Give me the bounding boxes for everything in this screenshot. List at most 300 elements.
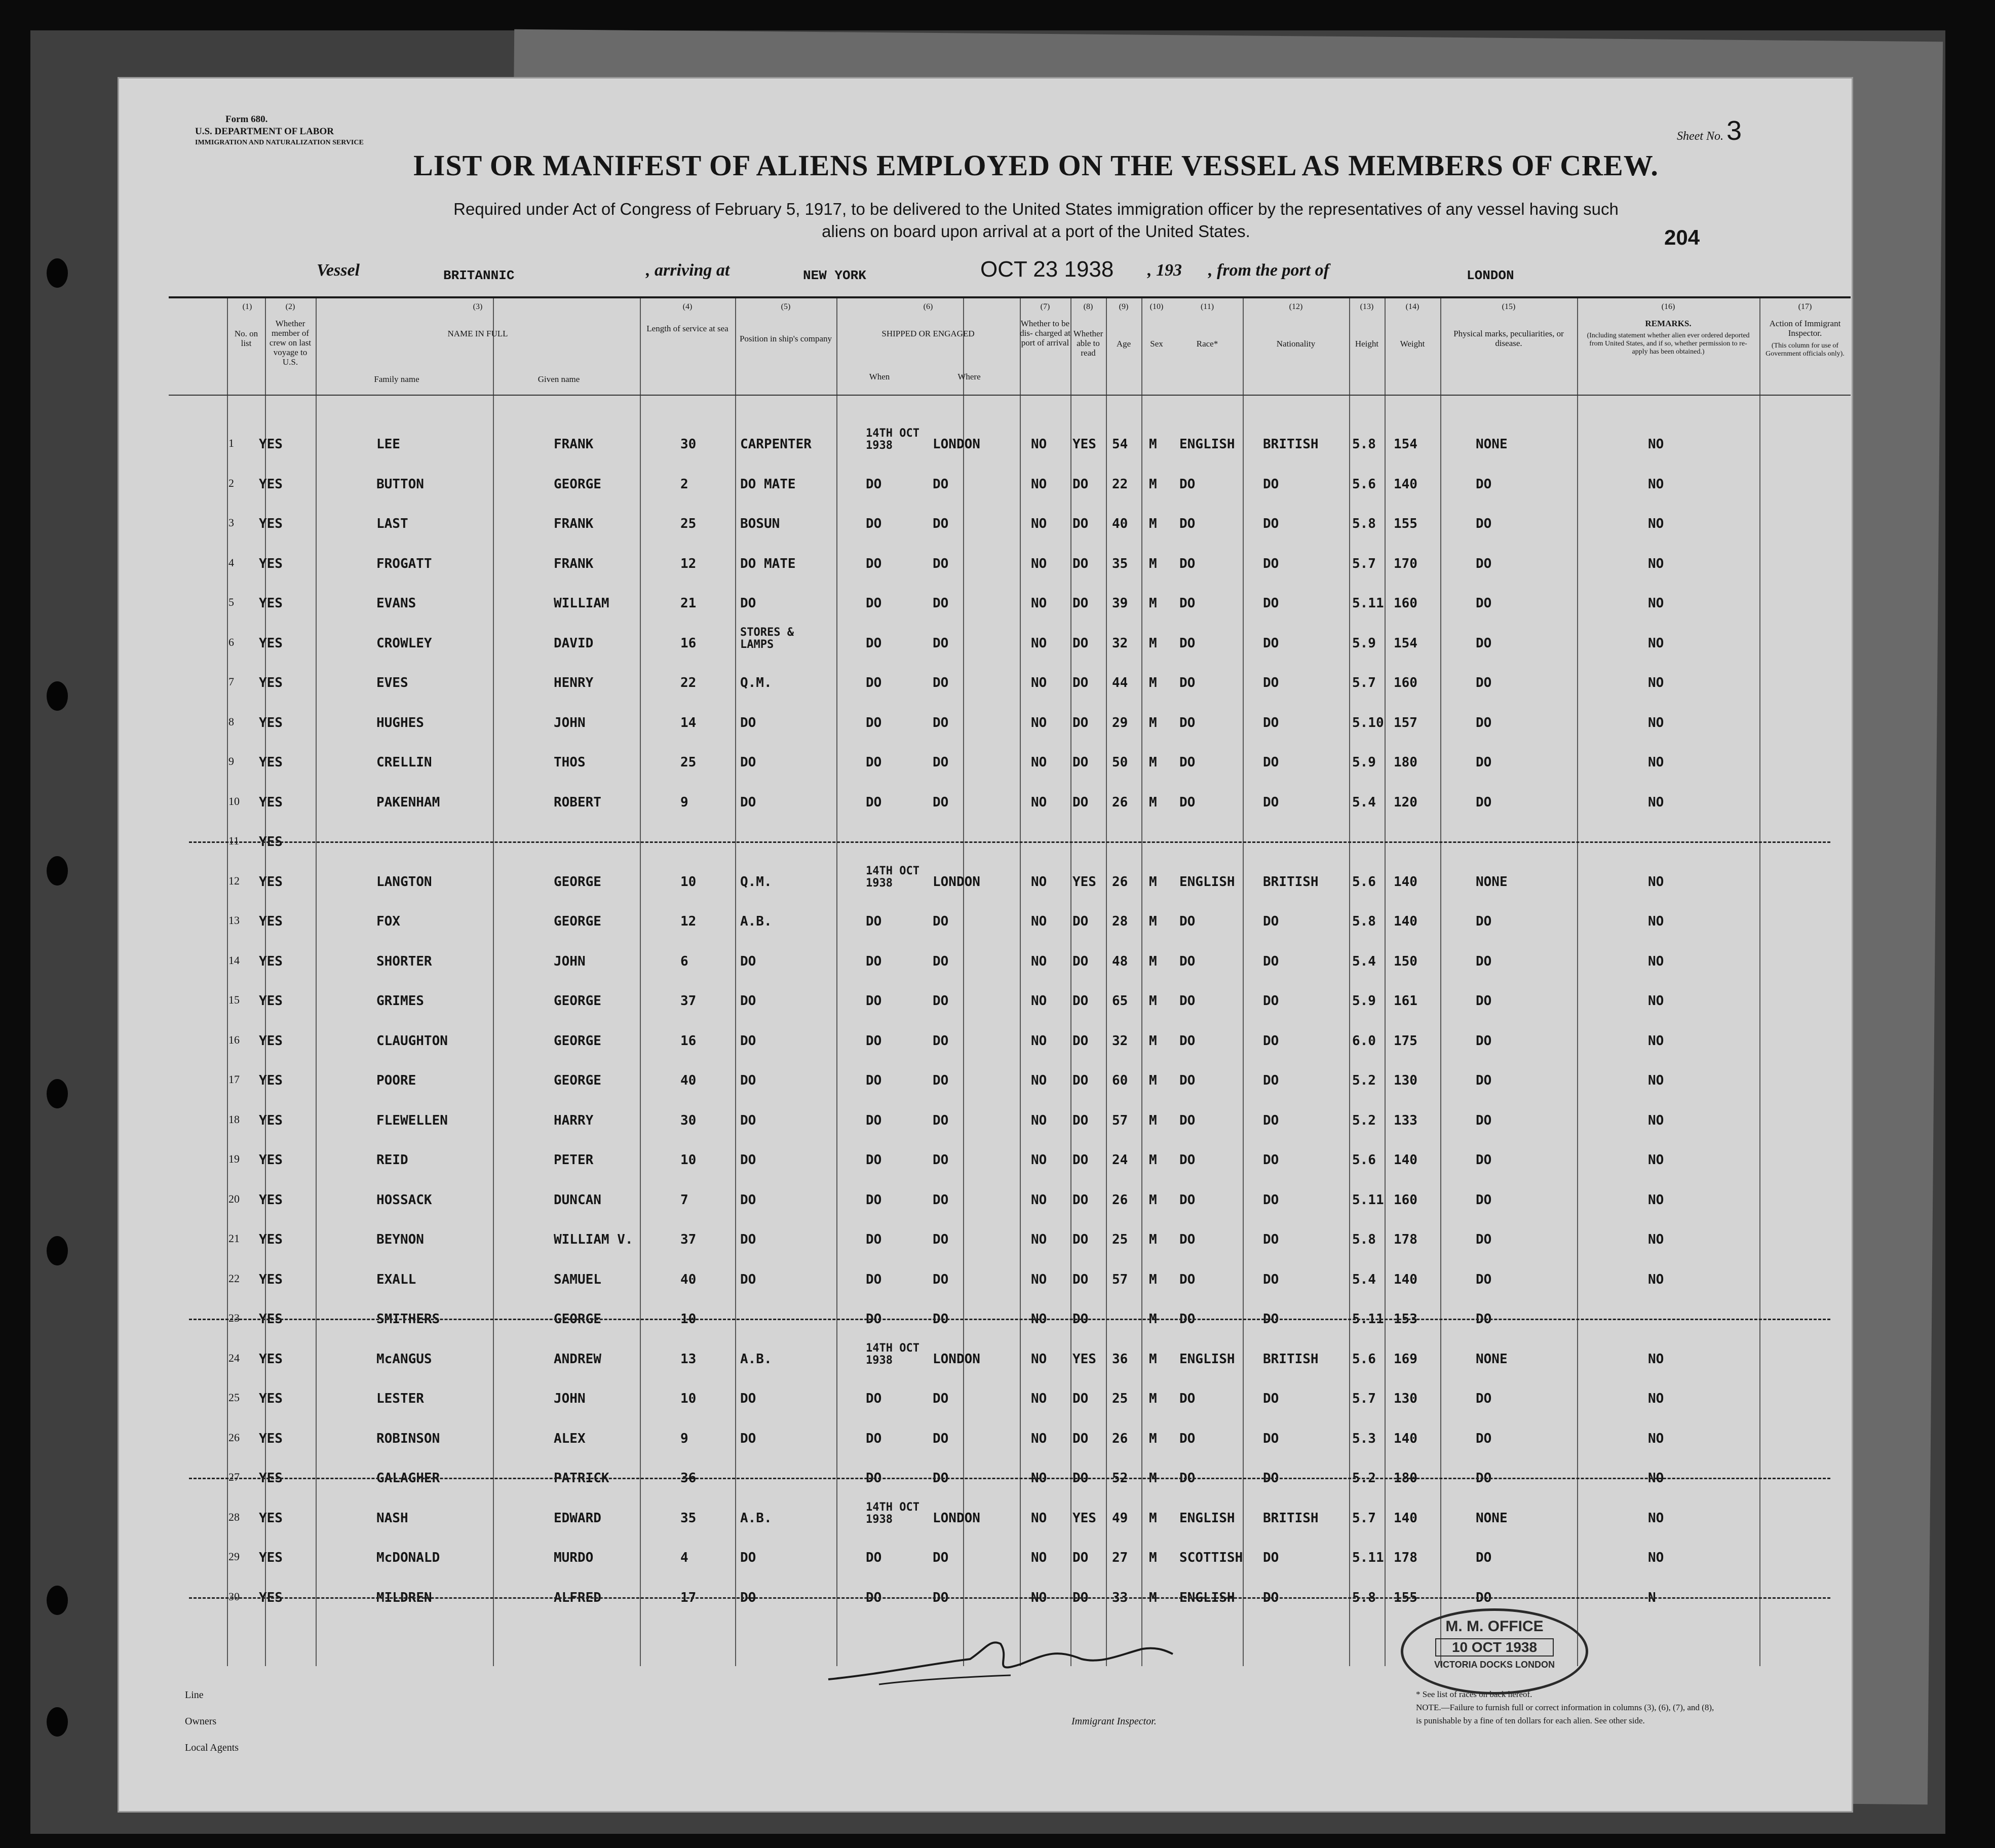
position: Q.M. [740,675,772,690]
sheet-number: Sheet No. 3 [1677,115,1742,146]
from-port-label: , from the port of [1208,261,1329,280]
age: 26 [1112,1192,1128,1208]
sex: M [1149,635,1157,651]
shipped-where: LONDON [933,1510,980,1526]
row-number: 6 [228,635,234,648]
age: 26 [1112,874,1128,890]
shipped-when: DO [866,1391,882,1406]
crew-member-flag: YES [259,675,283,690]
age: 60 [1112,1073,1128,1088]
local-agents-label: Local Agents [185,1742,239,1753]
family-name: LEE [376,437,400,452]
discharged: NO [1031,1471,1047,1486]
nationality: DO [1263,675,1279,690]
shipped-where: DO [933,1112,949,1128]
remarks: NO [1648,1351,1664,1367]
service-length: 16 [680,635,697,651]
family-name: SMITHERS [376,1312,440,1327]
weight: 178 [1394,1232,1417,1247]
physical-marks: DO [1476,1073,1492,1088]
given-name: DAVID [554,635,594,651]
discharged: NO [1031,1112,1047,1128]
family-name: NASH [376,1510,408,1526]
table-row [169,547,1851,587]
service-length: 37 [680,1232,697,1247]
physical-marks: DO [1476,675,1492,690]
shipped-when: DO [866,953,882,969]
race: DO [1179,596,1196,611]
weight: 155 [1394,516,1417,531]
col-remarks-note: (Including statement whether alien ever ordered deported from United States, and if so, whether permission to re-apply has been obtained.) [1587,332,1750,356]
sex: M [1149,1033,1157,1049]
sex: M [1149,953,1157,969]
remarks: NO [1648,874,1664,890]
crew-member-flag: YES [259,437,283,452]
position: DO [740,1192,756,1208]
position: DO [740,993,756,1009]
given-name: WILLIAM [554,596,609,611]
position: DO [740,1073,756,1088]
shipped-when: DO [866,635,882,651]
row-number: 30 [228,1590,240,1603]
col-where: Where [957,372,981,381]
col-remarks: REMARKS. [1645,319,1692,328]
row-number: 27 [228,1471,240,1483]
weight: 180 [1394,1471,1417,1486]
race: DO [1179,516,1196,531]
nationality: DO [1263,1112,1279,1128]
year-label: , 193 [1147,261,1182,280]
shipped-when: DO [866,1033,882,1049]
table-row [169,1382,1851,1421]
physical-marks: DO [1476,1391,1492,1406]
able-to-read: DO [1072,1590,1089,1605]
crew-member-flag: YES [259,715,283,730]
remarks: NO [1648,993,1664,1009]
crew-member-flag: YES [259,874,283,890]
table-row [169,786,1851,825]
reference-number: 204 [1664,225,1700,249]
given-name: ALEX [554,1431,586,1446]
service-length: 22 [680,675,697,690]
table-row [169,1223,1851,1262]
penalty-note-2: is punishable by a fine of ten dollars for each alien. See other side. [1416,1716,1645,1725]
physical-marks: DO [1476,516,1492,531]
given-name: WILLIAM V. [554,1232,633,1247]
able-to-read: DO [1072,993,1089,1009]
table-row [169,1342,1851,1382]
discharged: NO [1031,516,1047,531]
position: DO [740,1152,756,1168]
sex: M [1149,914,1157,929]
shipped-where: DO [933,1272,949,1287]
age: 44 [1112,675,1128,690]
able-to-read: DO [1072,715,1089,730]
shipped-where: LONDON [933,874,980,890]
strike-through-line [189,841,1830,843]
table-row [169,1104,1851,1143]
col-name: NAME IN FULL [447,329,508,338]
col-discharged: Whether to be dis- charged at port of arrival [1020,319,1070,348]
shipped-when: DO [866,1590,882,1605]
height: 5.6 [1352,1351,1376,1367]
sex: M [1149,1112,1157,1128]
weight: 155 [1394,1590,1417,1605]
shipped-where: DO [933,1232,949,1247]
table-row [169,507,1851,547]
family-name: McDONALD [376,1550,440,1565]
service-length: 21 [680,596,697,611]
crew-member-flag: YES [259,1073,283,1088]
weight: 160 [1394,675,1417,690]
discharged: NO [1031,1590,1047,1605]
age: 65 [1112,993,1128,1009]
crew-member-flag: YES [259,1033,283,1049]
weight: 169 [1394,1351,1417,1367]
nationality: DO [1263,516,1279,531]
nationality: DO [1263,755,1279,770]
family-name: LANGTON [376,874,432,890]
given-name: DUNCAN [554,1192,601,1208]
able-to-read: DO [1072,635,1089,651]
shipped-when: 14TH OCT 1938 [866,1341,919,1367]
race: DO [1179,993,1196,1009]
family-name: McANGUS [376,1351,432,1367]
family-name: HUGHES [376,715,424,730]
given-name: GEORGE [554,476,601,492]
row-number: 18 [228,1112,240,1126]
position: DO [740,794,756,810]
physical-marks: DO [1476,596,1492,611]
nationality: DO [1263,1431,1279,1446]
strike-through-line [189,1319,1830,1320]
shipped-when: DO [866,715,882,730]
row-number: 14 [228,953,240,967]
race: DO [1179,1471,1196,1486]
given-name: GEORGE [554,1033,601,1049]
weight: 140 [1394,476,1417,492]
race: DO [1179,1272,1196,1287]
shipped-when: DO [866,1232,882,1247]
physical-marks: DO [1476,1192,1492,1208]
nationality: DO [1263,715,1279,730]
crew-member-flag: YES [259,953,283,969]
family-name: EXALL [376,1272,416,1287]
race: DO [1179,1391,1196,1406]
crew-member-flag: YES [259,1351,283,1367]
race: ENGLISH [1179,1351,1235,1367]
physical-marks: DO [1476,635,1492,651]
service-length: 13 [680,1351,697,1367]
shipped-where: DO [933,675,949,690]
age: 29 [1112,715,1128,730]
nationality: DO [1263,1152,1279,1168]
shipped-where: DO [933,1391,949,1406]
position: DO [740,755,756,770]
position: A.B. [740,1510,772,1526]
remarks: NO [1648,1192,1664,1208]
manifest-sheet [118,77,1853,1813]
able-to-read: DO [1072,953,1089,969]
remarks: NO [1648,635,1664,651]
col-when: When [869,372,890,381]
col-member: Whether member of crew on last voyage to U.S. [269,319,312,367]
weight: 130 [1394,1391,1417,1406]
remarks: NO [1648,715,1664,730]
weight: 140 [1394,874,1417,890]
row-number: 26 [228,1431,240,1444]
shipped-where: DO [933,1590,949,1605]
service-length: 7 [680,1192,688,1208]
physical-marks: DO [1476,715,1492,730]
service-length: 36 [680,1471,697,1486]
table-row [169,746,1851,785]
service-length: 30 [680,1112,697,1128]
nationality: DO [1263,1391,1279,1406]
sex: M [1149,874,1157,890]
weight: 133 [1394,1112,1417,1128]
nationality: DO [1263,476,1279,492]
crew-member-flag: YES [259,1192,283,1208]
col-action: Action of Immigrant Inspector. [1769,319,1841,338]
family-name: FOX [376,914,400,929]
age: 35 [1112,556,1128,571]
race: DO [1179,794,1196,810]
race: DO [1179,635,1196,651]
height: 5.4 [1352,953,1376,969]
nationality: BRITISH [1263,437,1319,452]
able-to-read: DO [1072,556,1089,571]
remarks: NO [1648,1232,1664,1247]
crew-member-flag: YES [259,1471,283,1486]
nationality: DO [1263,1232,1279,1247]
height: 5.3 [1352,1431,1376,1446]
height: 5.8 [1352,1590,1376,1605]
given-name: SAMUEL [554,1272,601,1287]
table-row [169,627,1851,666]
able-to-read: DO [1072,675,1089,690]
shipped-where: DO [933,1192,949,1208]
given-name: GEORGE [554,993,601,1009]
able-to-read: YES [1072,1351,1096,1367]
row-number: 5 [228,596,234,608]
physical-marks: DO [1476,476,1492,492]
shipped-where: DO [933,755,949,770]
position: DO [740,1232,756,1247]
family-name: POORE [376,1073,416,1088]
race: DO [1179,914,1196,929]
form-number: Form 680. [225,114,268,125]
service-length: 25 [680,755,697,770]
remarks: NO [1648,755,1664,770]
race: ENGLISH [1179,1510,1235,1526]
table-row [169,1143,1851,1183]
position: DO [740,1033,756,1049]
age: 26 [1112,794,1128,810]
family-name: FROGATT [376,556,432,571]
discharged: NO [1031,1272,1047,1287]
remarks: NO [1648,556,1664,571]
table-row [169,428,1851,467]
nationality: DO [1263,1033,1279,1049]
service-length: 14 [680,715,697,730]
physical-marks: DO [1476,1033,1492,1049]
weight: 170 [1394,556,1417,571]
row-number: 28 [228,1510,240,1523]
weight: 140 [1394,914,1417,929]
height: 6.0 [1352,1033,1376,1049]
remarks: NO [1648,596,1664,611]
service-length: 2 [680,476,688,492]
race: DO [1179,1152,1196,1168]
table-row [169,1461,1851,1501]
age: 25 [1112,1232,1128,1247]
weight: 154 [1394,635,1417,651]
nationality: DO [1263,1312,1279,1327]
physical-marks: DO [1476,1312,1492,1327]
race: DO [1179,1073,1196,1088]
nationality: DO [1263,1471,1279,1486]
race: SCOTTISH [1179,1550,1243,1565]
race: DO [1179,1192,1196,1208]
given-name: FRANK [554,556,594,571]
race: ENGLISH [1179,437,1235,452]
position: DO [740,1391,756,1406]
height: 5.2 [1352,1471,1376,1486]
vessel-name: BRITANNIC [443,268,515,283]
race: DO [1179,953,1196,969]
shipped-where: DO [933,1431,949,1446]
able-to-read: DO [1072,476,1089,492]
shipped-where: DO [933,1471,949,1486]
table-row [169,905,1851,944]
col-length: Length of service at sea [646,324,728,333]
departure-port: LONDON [1467,268,1514,283]
age: 54 [1112,437,1128,452]
race: DO [1179,556,1196,571]
crew-member-flag: YES [259,1590,283,1605]
crew-member-flag: YES [259,755,283,770]
row-number: 23 [228,1312,240,1324]
sex: M [1149,675,1157,690]
height: 5.7 [1352,1510,1376,1526]
nationality: DO [1263,914,1279,929]
remarks: NO [1648,953,1664,969]
discharged: NO [1031,437,1047,452]
shipped-where: DO [933,516,949,531]
crew-member-flag: YES [259,1550,283,1565]
subtitle: Required under Act of Congress of February 5, 1917, to be delivered to the United States immigration officer by the representatives of any vessel having such aliens on board upon arrival at a port of the United States. [453,200,1619,241]
race: DO [1179,1033,1196,1049]
weight: 160 [1394,1192,1417,1208]
shipped-when: DO [866,1431,882,1446]
sex: M [1149,1471,1157,1486]
height: 5.11 [1352,1192,1384,1208]
nationality: DO [1263,1073,1279,1088]
service-length: 25 [680,516,697,531]
table-row [169,1183,1851,1223]
height: 5.11 [1352,596,1384,611]
position: BOSUN [740,516,780,531]
family-name: BEYNON [376,1232,424,1247]
given-name: JOHN [554,1391,586,1406]
weight: 160 [1394,596,1417,611]
remarks: NO [1648,476,1664,492]
physical-marks: NONE [1476,874,1508,890]
shipped-when: DO [866,1471,882,1486]
weight: 154 [1394,437,1417,452]
shipped-when: DO [866,1192,882,1208]
able-to-read: YES [1072,437,1096,452]
physical-marks: DO [1476,993,1492,1009]
family-name: PAKENHAM [376,794,440,810]
physical-marks: NONE [1476,437,1508,452]
shipped-when: DO [866,1312,882,1327]
shipped-where: DO [933,993,949,1009]
height: 5.6 [1352,1152,1376,1168]
remarks: NO [1648,1471,1664,1486]
row-number: 11 [228,834,240,847]
table-row [169,1024,1851,1064]
row-number: 29 [228,1550,240,1563]
owners-label: Owners [185,1716,217,1727]
age: 52 [1112,1471,1128,1486]
shipped-when: DO [866,476,882,492]
weight: 157 [1394,715,1417,730]
family-name: HOSSACK [376,1192,432,1208]
row-number: 3 [228,516,234,529]
shipped-where: DO [933,1033,949,1049]
remarks: NO [1648,1391,1664,1406]
table-row [169,1263,1851,1302]
able-to-read: DO [1072,1312,1089,1327]
shipped-when: 14TH OCT 1938 [866,427,919,452]
height: 5.11 [1352,1550,1384,1565]
table-row [169,1422,1851,1461]
position: DO [740,1272,756,1287]
row-number: 22 [228,1272,240,1285]
discharged: NO [1031,476,1047,492]
nationality: DO [1263,953,1279,969]
crew-member-flag: YES [259,1112,283,1128]
age: 48 [1112,953,1128,969]
remarks: N [1648,1590,1656,1605]
weight: 140 [1394,1510,1417,1526]
table-row [169,1064,1851,1103]
sex: M [1149,1312,1157,1327]
shipped-when: DO [866,993,882,1009]
physical-marks: DO [1476,755,1492,770]
given-name: GEORGE [554,1073,601,1088]
service-length: 17 [680,1590,697,1605]
service-length: 9 [680,1431,688,1446]
weight: 153 [1394,1312,1417,1327]
height: 5.7 [1352,556,1376,571]
discharged: NO [1031,596,1047,611]
given-name: GEORGE [554,1312,601,1327]
age: 33 [1112,1590,1128,1605]
nationality: DO [1263,635,1279,651]
remarks: NO [1648,1550,1664,1565]
service-length: 16 [680,1033,697,1049]
able-to-read: YES [1072,1510,1096,1526]
sex: M [1149,1152,1157,1168]
weight: 175 [1394,1033,1417,1049]
crew-member-flag: YES [259,1312,283,1327]
physical-marks: NONE [1476,1351,1508,1367]
age: 32 [1112,635,1128,651]
sex: M [1149,1232,1157,1247]
